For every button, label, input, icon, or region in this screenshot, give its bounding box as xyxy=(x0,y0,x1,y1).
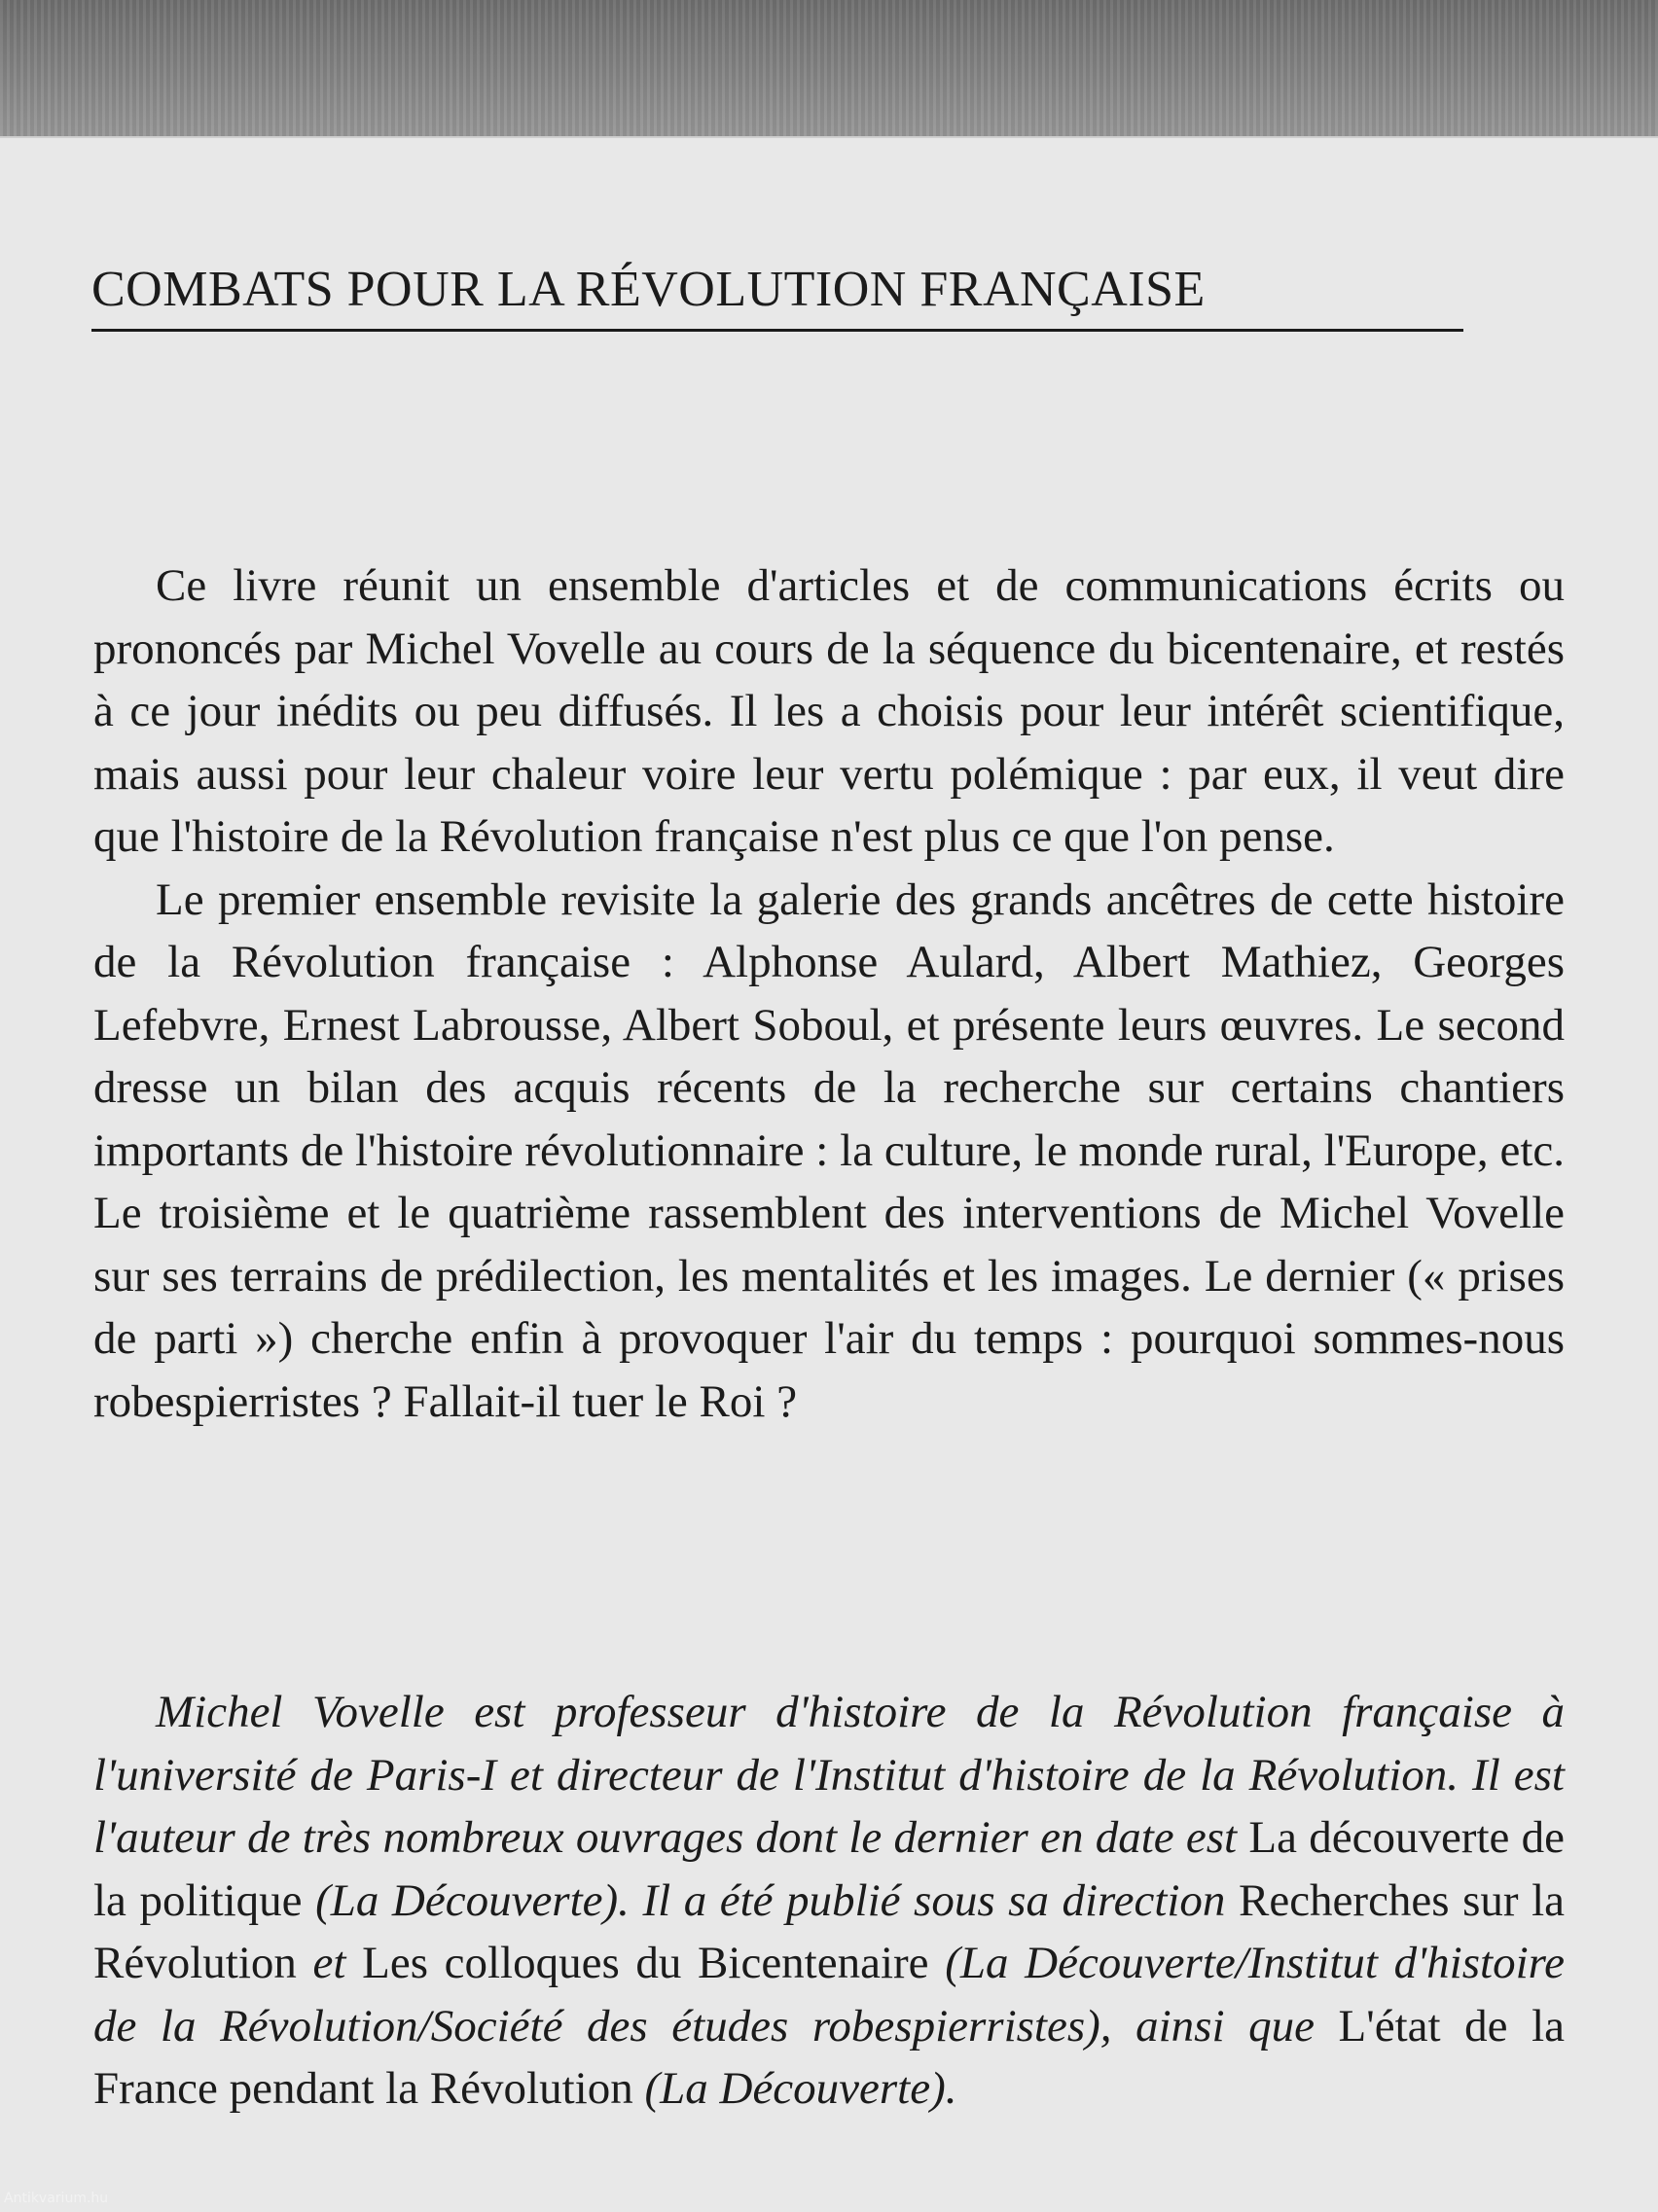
bio-text-1: Michel Vovelle est professeur d'histoire de la Révolution française à l'université de Paris-I et directeur de l'Institut d'histoire de la Révolution. Il est l'auteur de très nombreux ouvrages dont le dernier en date est xyxy=(93,1687,1565,1863)
blurb-paragraph-2: Le premier ensemble revisite la galerie des grands ancêtres de cette histoire de la Révolution française : Alphonse Aulard, Albert Mathiez, Georges Lefebvre, Ernest Labrousse, Albert Soboul, et présente leurs œuvres. Le second dresse un bilan des acquis récents de la recherche sur certains chantiers importants de l'histoire révolutionnaire : la culture, le monde rural, l'Europe, etc. Le troisième et le quatrième rassemblent des interventions de Michel Vovelle sur ses terrains de prédilection, les mentalités et les images. Le dernier (« prises de parti ») cherche enfin à provoquer l'air du temps : pourquoi sommes-nous robespierristes ? Fallait-il tuer le Roi ? xyxy=(93,874,1565,1427)
book-title-recherches: Recherches sur la Révolution xyxy=(93,1874,1566,1988)
page-title: COMBATS POUR LA RÉVOLUTION FRANÇAISE xyxy=(91,262,1206,317)
book-title-colloques: Les colloques du Bicentenaire xyxy=(362,1938,929,1988)
watermark: Antikvarium.hu xyxy=(4,2191,109,2206)
blurb-text xyxy=(93,554,1565,1433)
bio-text-5: (La Découverte). xyxy=(644,2063,957,2114)
bio-text-2: (La Découverte). Il a été publié sous sa direction xyxy=(315,1874,1226,1926)
bio-text-4: (La Découverte/Institut d'histoire de la Révolution/Société des études robespierristes), ainsi que xyxy=(93,1938,1566,2051)
book-back-cover xyxy=(0,136,1658,2212)
author-bio-paragraph xyxy=(93,1681,1565,2121)
blurb-paragraph-1: Ce livre réunit un ensemble d'articles et de communications écrits ou prononcés par Michel Vovelle au cours de la séquence du bicentenaire, et restés à ce jour inédits ou peu diffusés. Il les a choisis pour leur intérêt scientifique, mais aussi pour leur chaleur voire leur vertu polémique : par eux, il veut dire que l'histoire de la Révolution française n'est plus ce que l'on pense. xyxy=(93,560,1565,862)
photo-backdrop xyxy=(0,0,1658,146)
author-bio xyxy=(93,1681,1565,2121)
title-underline xyxy=(91,329,1463,332)
book-title-etat: L'état de la France pendant la Révolution xyxy=(93,2000,1565,2114)
book-title-politique: La découverte de la politique xyxy=(93,1812,1565,1926)
bio-text-3: et xyxy=(312,1938,346,1988)
